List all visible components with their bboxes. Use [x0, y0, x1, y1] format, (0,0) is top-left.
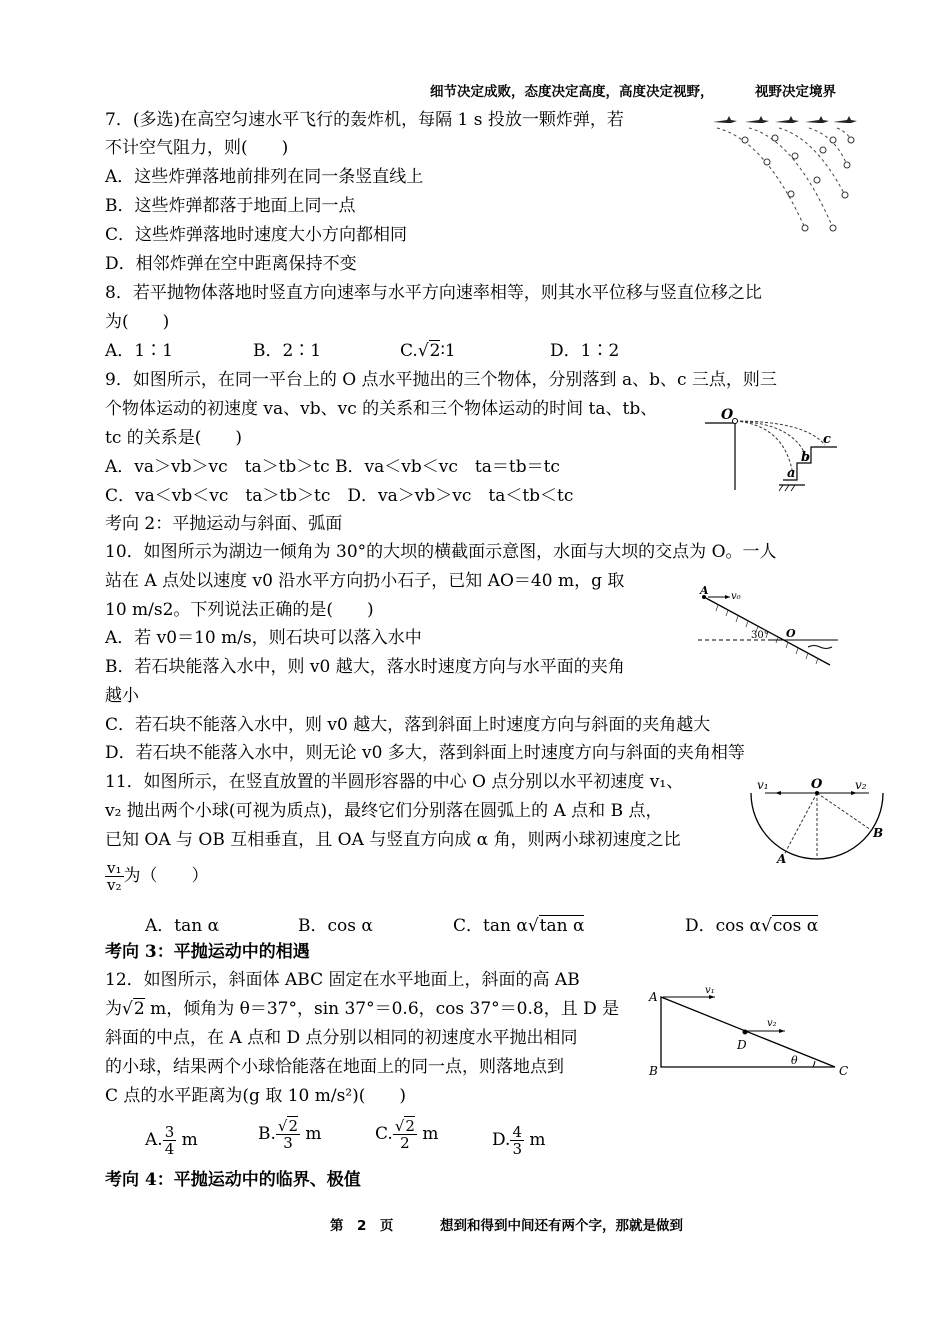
- label-O: O: [811, 777, 823, 792]
- semicircle-figure: [745, 775, 890, 865]
- q10-stem-line3: 10 m/s2。下列说法正确的是( ): [105, 600, 374, 620]
- label-v1: v₁: [705, 985, 715, 996]
- label-v0: v₀: [731, 591, 741, 602]
- q10-stem-line2: 站在 A 点处以速度 v0 沿水平方向扔小石子，已知 AO＝40 m，g 取: [105, 571, 625, 591]
- q8-option-c: C.√2∶1: [400, 341, 456, 361]
- label-b: b: [801, 450, 811, 465]
- q11-ratio: $\frac{\text{v₁}}{\text{v₂}}$ 为（ ）: [107, 859, 209, 894]
- q12-stem-line4: 的小球，结果两个小球恰能落在地面上的同一点，则落地点到: [105, 1057, 564, 1077]
- label-B: B: [873, 826, 884, 840]
- footer-motto: 想到和得到中间还有两个字，那就是做到: [440, 1218, 683, 1234]
- q9-stem-line3: tc 的关系是( ): [105, 428, 243, 448]
- label-B: B: [649, 1064, 658, 1078]
- header-motto-left: 细节决定成败，态度决定高度，高度决定视野，: [430, 84, 714, 100]
- q7-option-a: A．这些炸弹落地前排列在同一条竖直线上: [105, 167, 424, 187]
- topic-2-heading: 考向 2：平抛运动与斜面、弧面: [105, 514, 343, 534]
- q12-stem-line2: 为√2 m，倾角为 θ＝37°，sin 37°＝0.6，cos 37°＝0.8，且 D 是: [105, 999, 620, 1019]
- q11-stem-line1: 11．如图所示，在竖直放置的半圆形容器的中心 O 点分别以水平初速度 v₁、: [105, 772, 684, 792]
- q10-option-b: B．若石块能落入水中，则 v0 越大，落水时速度方向与水平面的夹角: [105, 657, 625, 677]
- q10-option-a: A．若 v0＝10 m/s，则石块可以落入水中: [105, 628, 422, 648]
- label-A: A: [700, 585, 709, 597]
- q11-option-d: D．cos α√cos α: [685, 916, 819, 936]
- label-a: a: [787, 466, 796, 481]
- label-O: O: [786, 627, 796, 640]
- topic-3-heading: 考向 3：平抛运动中的相遇: [105, 942, 310, 962]
- q12-option-d: D. $\frac{4}{3}$ m: [492, 1123, 546, 1158]
- q8-option-a: A．1∶1: [105, 341, 173, 361]
- q8-option-b: B．2∶1: [253, 341, 322, 361]
- q7-stem-line2: 不计空气阻力，则( ): [105, 138, 289, 158]
- label-theta: θ: [791, 1054, 798, 1067]
- topic-4-heading: 考向 4：平抛运动中的临界、极值: [105, 1170, 361, 1190]
- label-A: A: [777, 852, 787, 865]
- q7-option-c: C．这些炸弹落地时速度大小方向都相同: [105, 225, 408, 245]
- label-O: O: [721, 407, 734, 423]
- q8-option-d: D．1∶2: [550, 341, 620, 361]
- dam-figure: [698, 585, 843, 670]
- label-v2: v₂: [855, 778, 867, 792]
- label-v2: v₂: [767, 1018, 777, 1029]
- q10-option-d: D．若石块不能落入水中，则无论 v0 多大，落到斜面上时速度方向与斜面的夹角相等: [105, 743, 745, 763]
- q8-stem-line2: 为( ): [105, 312, 170, 332]
- q10-option-b-cont: 越小: [105, 686, 139, 706]
- q12-option-a: A. $\frac{3}{4}$ m: [145, 1123, 198, 1158]
- label-30deg: 30°: [751, 630, 769, 641]
- q11-option-a: A．tan α: [145, 916, 220, 936]
- plane-icons: [713, 116, 857, 123]
- header-motto-right: 视野决定境界: [755, 84, 836, 100]
- label-A: A: [649, 990, 658, 1004]
- page-number: 第 2 页: [330, 1218, 394, 1234]
- q11-stem-line3: 已知 OA 与 OB 互相垂直，且 OA 与竖直方向成 α 角，则两小球初速度之比: [105, 830, 681, 850]
- label-c: c: [823, 432, 831, 447]
- q11-stem-line2: v₂ 抛出两个小球(可视为质点)，最终它们分别落在圆弧上的 A 点和 B 点，: [105, 801, 663, 821]
- q9-options-ab: A．va＞vb＞vc ta＞tb＞tc B．va＜vb＜vc ta＝tb＝tc: [105, 457, 560, 477]
- q9-stem-line1: 9．如图所示，在同一平台上的 O 点水平抛出的三个物体，分别落到 a、b、c 三点，则三: [105, 370, 777, 390]
- q12-option-c: C. $\frac{√2}{2}$ m: [375, 1117, 439, 1152]
- q7-option-d: D．相邻炸弹在空中距离保持不变: [105, 254, 357, 274]
- q7-stem-line1: 7．(多选)在高空匀速水平飞行的轰炸机，每隔 1 s 投放一颗炸弹，若: [105, 110, 624, 130]
- q7-option-b: B．这些炸弹都落于地面上同一点: [105, 196, 356, 216]
- q12-stem-line5: C 点的水平距离为(g 取 10 m/s²)( ): [105, 1086, 407, 1106]
- incline-figure: [645, 985, 855, 1080]
- label-v1: v₁: [757, 778, 769, 792]
- q12-option-b: B. $\frac{√2}{3}$ m: [258, 1117, 322, 1152]
- label-C: C: [839, 1064, 849, 1078]
- bomber-figure: [705, 110, 865, 240]
- q10-stem-line1: 10．如图所示为湖边一倾角为 30°的大坝的横截面示意图，水面与大坝的交点为 O。一人: [105, 542, 777, 562]
- q9-options-cd: C．va＜vb＜vc ta＞tb＞tc D．va＞vb＞vc ta＜tb＜tc: [105, 486, 574, 506]
- q11-option-c: C．tan α√tan α: [453, 916, 585, 936]
- q10-option-c: C．若石块不能落入水中，则 v0 越大，落到斜面上时速度方向与斜面的夹角越大: [105, 715, 711, 735]
- q11-option-b: B．cos α: [298, 916, 373, 936]
- label-D: D: [737, 1038, 747, 1052]
- q12-stem-line3: 斜面的中点，在 A 点和 D 点分别以相同的初速度水平抛出相同: [105, 1028, 578, 1048]
- q8-stem-line1: 8．若平抛物体落地时竖直方向速率与水平方向速率相等，则其水平位移与竖直位移之比: [105, 283, 762, 303]
- q9-stem-line2: 个物体运动的初速度 va、vb、vc 的关系和三个物体运动的时间 ta、tb、: [105, 399, 658, 419]
- q12-stem-line1: 12．如图所示，斜面体 ABC 固定在水平地面上，斜面的高 AB: [105, 970, 580, 990]
- platform-throw-figure: [705, 405, 845, 495]
